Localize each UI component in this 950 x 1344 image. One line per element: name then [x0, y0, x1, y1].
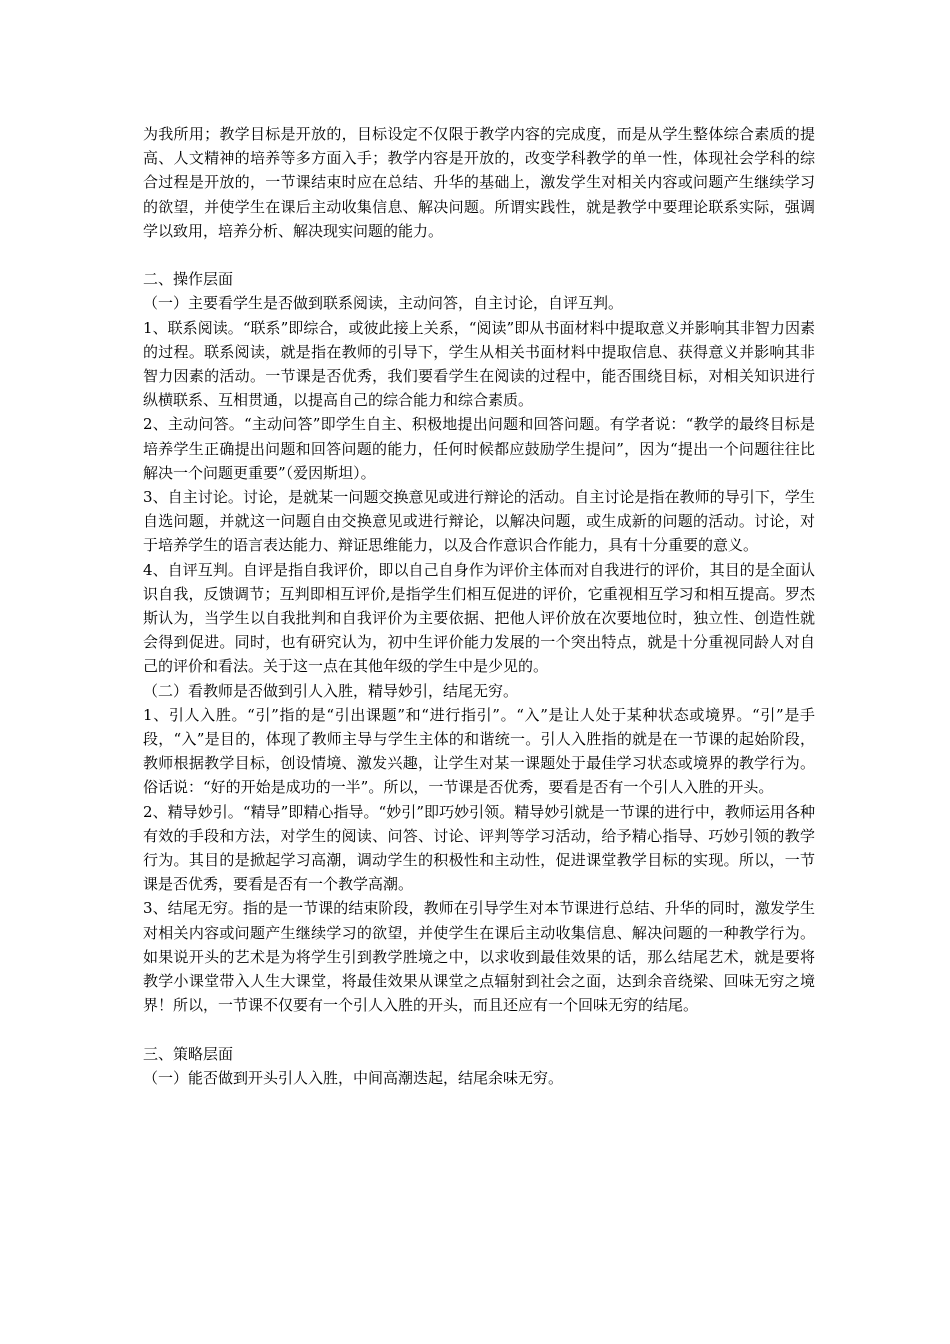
paragraph-self-discussion: 3、自主讨论。讨论，是就某一问题交换意见或进行辩论的活动。自主讨论是指在教师的导引下，学生自选问题，并就这一问题自由交换意见或进行辩论，以解决问题，或生成新的问题的活动。讨论，对于培养学生的语言表达能力、辩证思维能力，以及合作意识合作能力，具有十分重要的意义。 [143, 488, 815, 555]
paragraph-engaging-opening: 1、引人入胜。“引”指的是“引出课题”和“进行指引”。“入”是让人处于某种状态或境界。“引”是手段，“入”是目的，体现了教师主导与学生主体的和谐统一。引人入胜指的就是在一节课的起始阶段，教师根据教学目标，创设情境、激发兴趣，让学生对某一课题处于最佳学习状态或境界的教学行为。俗话说：“好的开始是成功的一半”。所以，一节课是否优秀，要看是否有一个引人入胜的开头。 [143, 705, 815, 797]
paragraph-guidance: 2、精导妙引。“精导”即精心指导。“妙引”即巧妙引领。精导妙引就是一节课的进行中，教师运用各种有效的手段和方法，对学生的阅读、问答、讨论、评判等学习活动，给予精心指导、巧妙引领的教学行为。其目的是掀起学习高潮，调动学生的积极性和主动性，促进课堂教学目标的实现。所以，一节课是否优秀，要看是否有一个教学高潮。 [143, 802, 815, 894]
section-heading-strategy: 三、策略层面 [143, 1044, 234, 1063]
blank-line [143, 1018, 815, 1042]
paragraph-active-qa: 2、主动问答。“主动问答”即学生自主、积极地提出问题和回答问题。有学者说：“教学的最终目标是培养学生正确提出问题和回答问题的能力，任何时候都应鼓励学生提问”，因为“提出一个问题往往比解决一个问题更重要”（爱因斯坦）。 [143, 415, 815, 482]
paragraph-self-evaluation: 4、自评互判。自评是指自我评价，即以自己自身作为评价主体而对自我进行的评价，其目的是全面认识自我，反馈调节；互判即相互评价,是指学生们相互促进的评价，它重视相互学习和相互提高。罗杰斯认为，当学生以自我批判和自我评价为主要依据、把他人评价放在次要地位时，独立性、创造性就会得到促进。同时，也有研究认为，初中生评价能力发展的一个突出特点，就是十分重视同龄人对自己的评价和看法。关于这一点在其他年级的学生中是少见的。 [143, 560, 815, 676]
subsection-heading-teachers: （二）看教师是否做到引人入胜，精导妙引，结尾无穷。 [143, 681, 519, 700]
paragraph-intro-continuation: 为我所用；教学目标是开放的，目标设定不仅限于教学内容的完成度，而是从学生整体综合素质的提高、人文精神的培养等多方面入手；教学内容是开放的，改变学科教学的单一性，体现社会学科的综合过程是开放的，一节课结束时应在总结、升华的基础上，激发学生对相关内容或问题产生继续学习的欲望，并使学生在课后主动收集信息、解决问题。所谓实践性，就是教学中要理论联系实际，强调学以致用，培养分析、解决现实问题的能力。 [143, 125, 815, 240]
blank-line [143, 243, 815, 267]
subsection-heading-students: （一）主要看学生是否做到联系阅读，主动问答，自主讨论，自评互判。 [143, 294, 624, 313]
paragraph-linked-reading: 1、联系阅读。“联系”即综合，或彼此接上关系，“阅读”即从书面材料中提取意义并影响其非智力因素的过程。联系阅读，就是指在教师的引导下，学生从相关书面材料中提取信息、获得意义并影响其非智力因素的活动。一节课是否优秀，我们要看学生在阅读的过程中，能否围绕目标，对相关知识进行纵横联系、互相贯通，以提高自己的综合能力和综合素质。 [143, 318, 815, 410]
paragraph-ending: 3、结尾无穷。指的是一节课的结束阶段，教师在引导学生对本节课进行总结、升华的同时，激发学生对相关内容或问题产生继续学习的欲望，并使学生在课后主动收集信息、解决问题的一种教学行为。如果说开头的艺术是为将学生引到教学胜境之中，以求收到最佳效果的话，那么结尾艺术，就是要将教学小课堂带入人生大课堂，将最佳效果从课堂之点辐射到社会之面，达到余音绕梁、回味无穷之境界！所以，一节课不仅要有一个引人入胜的开头，而且还应有一个回味无穷的结尾。 [143, 899, 815, 1015]
section-heading-operation: 二、操作层面 [143, 270, 234, 289]
subsection-heading-strategy-one: （一）能否做到开头引人入胜，中间高潮迭起，结尾余味无穷。 [143, 1068, 564, 1087]
document-body [143, 122, 815, 1090]
